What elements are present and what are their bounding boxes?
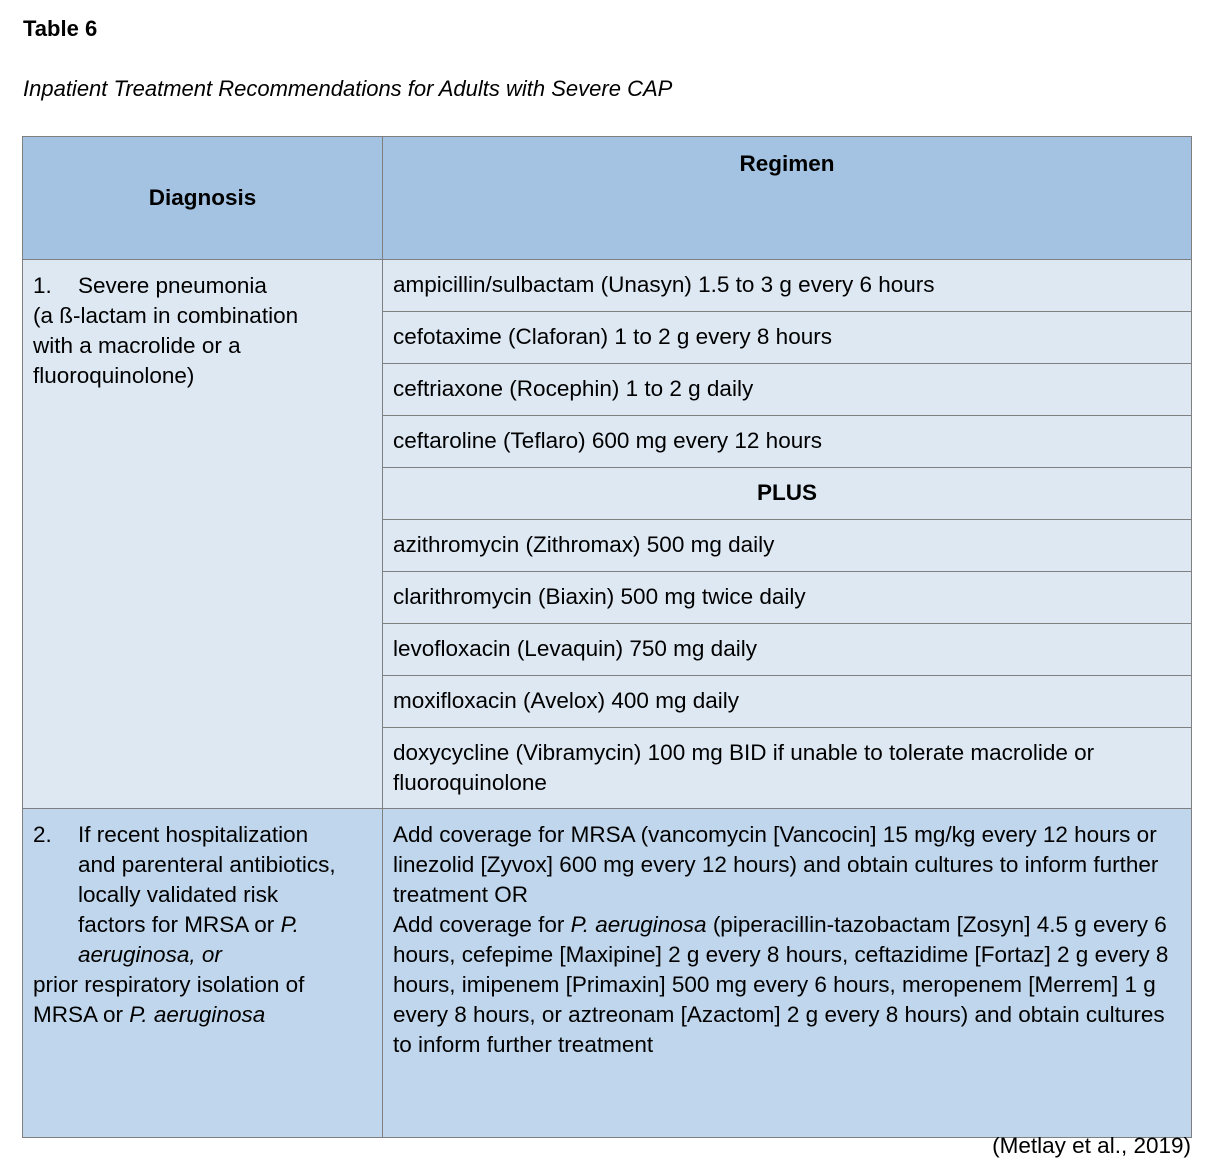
regimen-header: Regimen — [383, 137, 1192, 260]
mrsa-coverage-text: Add coverage for MRSA (vancomycin [Vancocin] 15 mg/kg every 12 hours or linezolid [Zyvox] 600 mg every 12 hours) and obtain cultures to inform further treatment OR — [393, 822, 1159, 907]
diagnosis-line: locally validated risk — [78, 882, 279, 907]
diagnosis-cell — [23, 809, 383, 1138]
organism-name: P. aeruginosa — [129, 1002, 266, 1027]
pseudomonas-coverage-text — [393, 910, 1181, 1060]
table-row — [23, 809, 1192, 1138]
diagnosis-cell — [23, 260, 383, 809]
regimen-item: ceftriaxone (Rocephin) 1 to 2 g daily — [383, 363, 1191, 415]
diagnosis-line: and parenteral antibiotics, — [78, 852, 336, 877]
diagnosis-header: Diagnosis — [23, 137, 383, 260]
regimen-item: cefotaxime (Claforan) 1 to 2 g every 8 hours — [383, 311, 1191, 363]
diagnosis-line-text: factors for MRSA or — [78, 912, 281, 937]
organism-name: P. aeruginosa — [570, 912, 707, 937]
pa-regimen: (piperacillin-tazobactam [Zosyn] 4.5 g every 6 hours, cefepime [Maxipine] 2 g every 8 hours, ceftazidime [Fortaz] 2 g every 8 hours, imipenem [Primaxin] 500 mg every 6 hours, meropenem [Merrem] 1 g every 8 hours, or aztreonam [Azactom] 2 g every 8 hours) and obtain cultures to inform further treatment — [393, 912, 1169, 1057]
pa-prefix: Add coverage for — [393, 912, 571, 937]
organism-name: P. — [280, 912, 299, 937]
diagnosis-line — [33, 940, 372, 970]
diagnosis-line — [33, 1000, 372, 1030]
diagnosis-note: fluoroquinolone) — [33, 363, 195, 388]
diagnosis-line-text: MRSA or — [33, 1002, 130, 1027]
regimen-item: ceftaroline (Teflaro) 600 mg every 12 hours — [383, 415, 1191, 467]
table-caption: Inpatient Treatment Recommendations for Adults with Severe CAP — [23, 76, 673, 101]
regimen-cell — [383, 260, 1192, 809]
diagnosis-number: 2. — [33, 822, 52, 847]
regimen-item: levofloxacin (Levaquin) 750 mg daily — [383, 623, 1191, 675]
diagnosis-line — [33, 910, 372, 940]
treatment-table — [22, 136, 1192, 1138]
diagnosis-number: 1. — [33, 273, 52, 298]
regimen-item: moxifloxacin (Avelox) 400 mg daily — [383, 675, 1191, 727]
regimen-item: azithromycin (Zithromax) 500 mg daily — [383, 519, 1191, 571]
organism-name: aeruginosa, or — [78, 942, 222, 967]
regimen-item: ampicillin/sulbactam (Unasyn) 1.5 to 3 g every 6 hours — [393, 272, 935, 297]
plus-divider: PLUS — [383, 467, 1191, 519]
regimen-item: clarithromycin (Biaxin) 500 mg twice daily — [383, 571, 1191, 623]
diagnosis-title: Severe pneumonia — [78, 273, 267, 298]
diagnosis-note: with a macrolide or a — [33, 333, 241, 358]
diagnosis-note: (a ß-lactam in combination — [33, 303, 299, 328]
header-row — [23, 137, 1192, 260]
regimen-item: doxycycline (Vibramycin) 100 mg BID if unable to tolerate macrolide or fluoroquinolone — [383, 727, 1191, 808]
citation: (Metlay et al., 2019) — [992, 1133, 1191, 1158]
regimen-cell — [383, 809, 1192, 1138]
diagnosis-line: If recent hospitalization — [78, 822, 309, 847]
diagnosis-title-line — [33, 271, 372, 301]
table-row — [23, 260, 1192, 809]
diagnosis-line: prior respiratory isolation of — [33, 972, 305, 997]
diagnosis-title-line — [33, 820, 372, 850]
table-label: Table 6 — [23, 16, 98, 41]
